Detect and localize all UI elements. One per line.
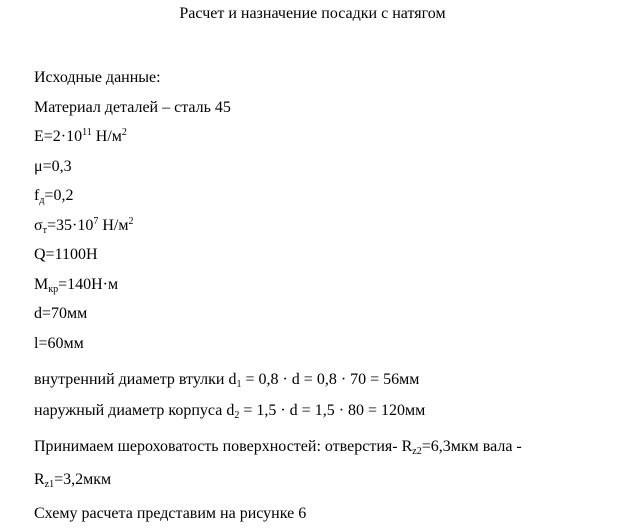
friction-coefficient-line: $f_д=0,2$ <box>34 187 74 206</box>
shaft-roughness-line: $R_{z1}=3,2мкм$ <box>34 471 112 490</box>
torque-line: $М_{кр}=140Н\cdot м$ <box>34 276 119 295</box>
material-line: Материал деталей – сталь 45 <box>34 99 231 116</box>
yield-strength-line: $\sigma_т=35\cdot 10^7$ $Н/м^2$ <box>34 216 134 236</box>
elastic-modulus-line: $E=2\cdot 10^{11}$ $Н/м^2$ <box>34 127 127 145</box>
axial-force-line: Q=1100Н <box>34 246 98 263</box>
outer-diameter-line: наружный диаметр корпуса $d_2 = 1,5 \cdot d = 1,5 \cdot 80 = 120мм$ <box>34 402 426 421</box>
inner-diameter-formula: $d_1 = 0,8 \cdot d = 0,8 \cdot 70 = 56мм$ <box>228 371 420 390</box>
poisson-ratio-line: μ=0,3 <box>34 158 72 175</box>
length-line: l=60мм <box>34 335 84 352</box>
outer-diameter-formula: $d_2 = 1,5 \cdot d = 1,5 \cdot 80 = 120мм$ <box>226 402 426 421</box>
roughness-line: Принимаем шероховатость поверхностей: отверстия- $R_{z2}=6,3мкм$ вала - <box>34 438 522 457</box>
scheme-reference-line: Схему расчета представим на рисунке 6 <box>34 505 307 522</box>
inner-diameter-line: внутренний диаметр втулки $d_1 = 0,8 \cdot d = 0,8 \cdot 70 = 56мм$ <box>34 371 420 390</box>
document-title: Расчет и назначение посадки с натягом <box>179 5 446 22</box>
diameter-line: d=70мм <box>34 305 88 322</box>
heading-initial-data: Исходные данные: <box>34 69 161 86</box>
